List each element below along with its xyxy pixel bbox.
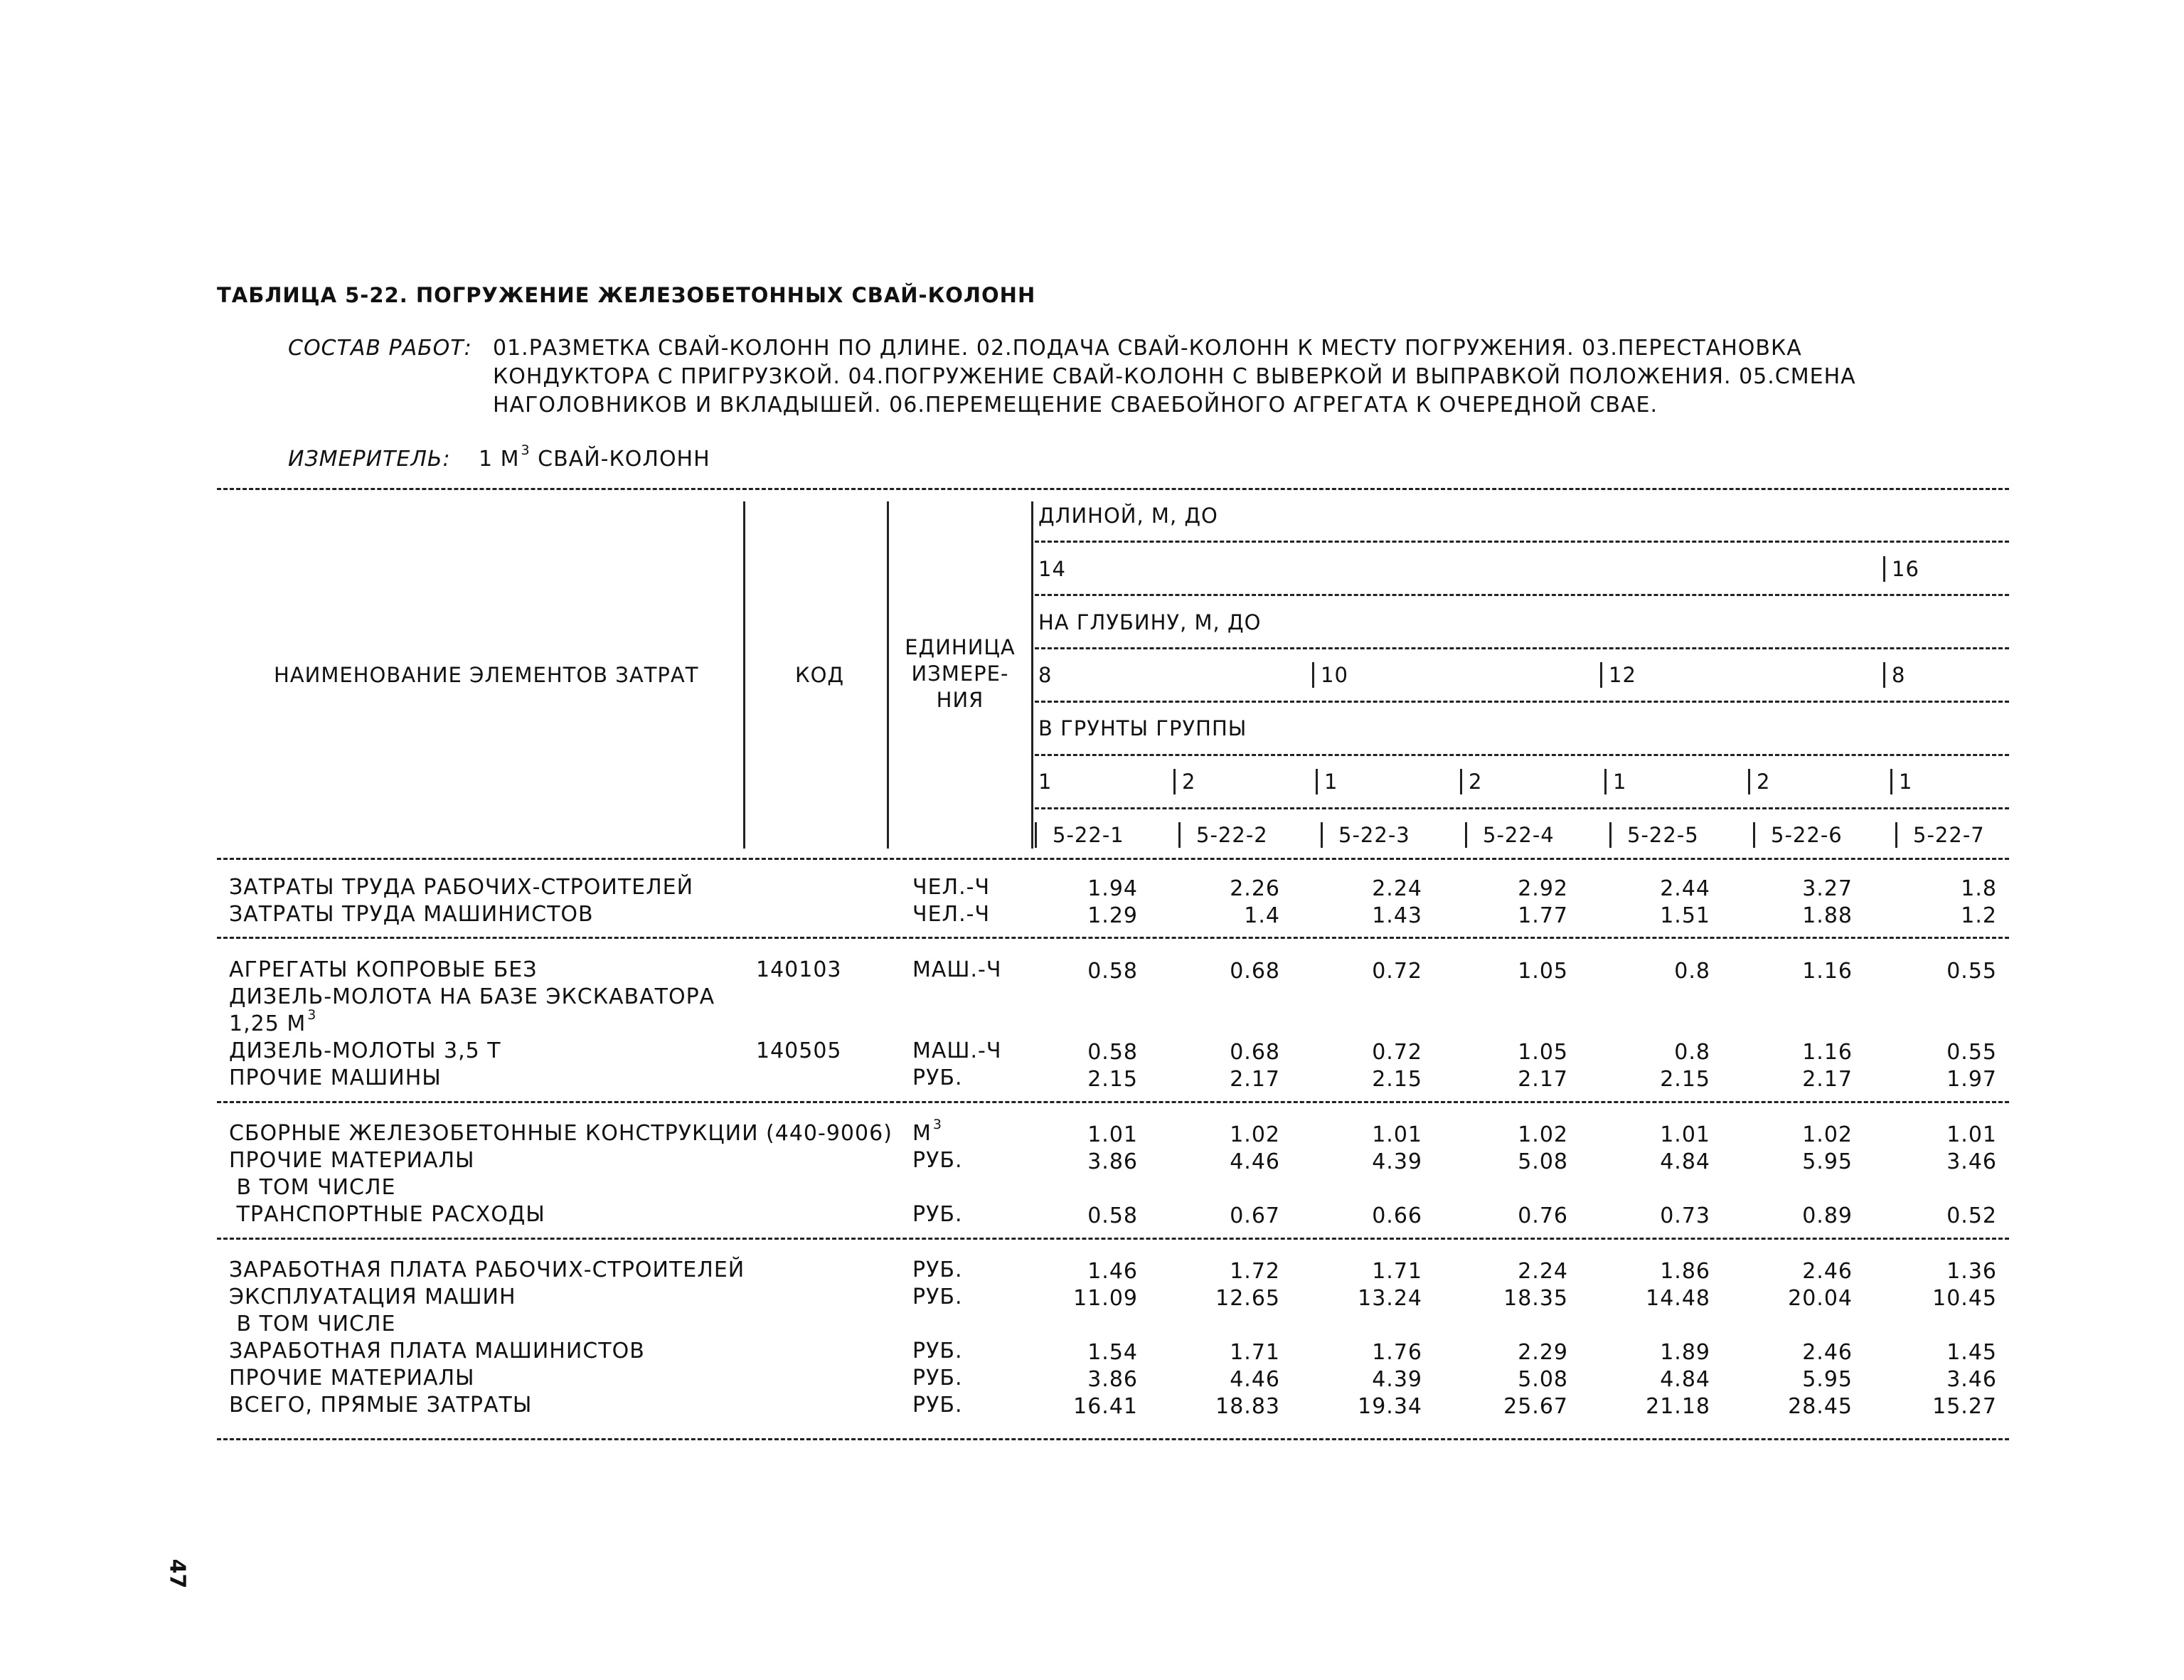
- row-name: [229, 1393, 532, 1418]
- header-code-cell: 5-22-5: [1627, 823, 1699, 847]
- row-value: 1.46: [1087, 1259, 1138, 1284]
- row-value: 20.04: [1788, 1286, 1853, 1311]
- header-code-cell: 5-22-7: [1913, 823, 1985, 847]
- row-value: 1.97: [1946, 1067, 1997, 1092]
- row-value: 28.45: [1788, 1394, 1853, 1419]
- row-name: [229, 1202, 545, 1227]
- row-name: [229, 1007, 317, 1036]
- row-value: 2.17: [1230, 1067, 1280, 1092]
- header-code-bar: [1465, 822, 1467, 848]
- row-unit-text: РУБ.: [912, 1258, 963, 1282]
- row-name-text: ВСЕГО, ПРЯМЫЕ ЗАТРАТЫ: [229, 1393, 533, 1418]
- row-value: 1.01: [1946, 1122, 1997, 1147]
- row-value: 1.2: [1961, 903, 1997, 928]
- row-value: 1.8: [1961, 876, 1997, 901]
- row-value: 2.46: [1802, 1259, 1853, 1284]
- row-value: 3.27: [1802, 876, 1853, 901]
- row-value: 3.86: [1087, 1149, 1138, 1174]
- row-name-text: ЗАРАБОТНАЯ ПЛАТА МАШИНИСТОВ: [229, 1339, 645, 1363]
- row-value: 0.58: [1087, 1203, 1138, 1228]
- row-value: 0.58: [1087, 959, 1138, 984]
- header-rule-5: [1035, 754, 2009, 756]
- row-value: 0.8: [1674, 959, 1710, 984]
- header-group-cell: 2: [1757, 770, 1771, 794]
- row-value: 2.15: [1087, 1067, 1138, 1092]
- row-name: [229, 1366, 475, 1391]
- row-value: 5.95: [1802, 1149, 1853, 1174]
- row-value: 0.8: [1674, 1040, 1710, 1065]
- row-value: 2.15: [1660, 1067, 1710, 1092]
- row-value: 1.16: [1802, 959, 1853, 984]
- row-unit-text: РУБ.: [912, 1366, 963, 1391]
- row-value: 14.48: [1646, 1286, 1710, 1311]
- row-name: [229, 984, 715, 1009]
- row-name: [229, 957, 538, 982]
- row-value: 1.71: [1372, 1259, 1422, 1284]
- row-unit-text: РУБ.: [912, 1065, 963, 1090]
- row-value: 2.15: [1372, 1067, 1422, 1092]
- measure-value: 1 М $^3$ СВАЙ-КОЛОНН: [479, 442, 710, 472]
- row-value: 3.86: [1087, 1367, 1138, 1392]
- row-value: 4.39: [1372, 1149, 1422, 1174]
- header-code-cell: 5-22-1: [1053, 823, 1124, 847]
- header-name: НАИМЕНОВАНИЕ ЭЛЕМЕНТОВ ЗАТРАТ: [274, 663, 699, 687]
- header-group-cell: 1: [1038, 770, 1053, 794]
- row-name-text: ТРАНСПОРТНЫЕ РАСХОДЫ: [229, 1202, 545, 1227]
- row-value: 2.46: [1802, 1340, 1853, 1365]
- row-value: 4.84: [1660, 1149, 1710, 1174]
- header-soil: В ГРУНТЫ ГРУППЫ: [1038, 716, 1247, 740]
- row-value: 4.39: [1372, 1367, 1422, 1392]
- header-code-bar: [1035, 822, 1037, 848]
- header-group-cell: 1: [1324, 770, 1338, 794]
- header-group-cell: 2: [1182, 770, 1196, 794]
- row-unit-text: МАШ.-Ч: [912, 957, 1002, 982]
- row-value: 2.24: [1372, 876, 1422, 901]
- row-name: [229, 1339, 645, 1363]
- header-group-bar: [1316, 769, 1318, 794]
- row-value: 0.72: [1372, 959, 1422, 984]
- header-code-bar: [1609, 822, 1612, 848]
- row-value: 2.44: [1660, 876, 1710, 901]
- row-name-text: ЗАТРАТЫ ТРУДА МАШИНИСТОВ: [229, 902, 594, 927]
- header-group-cell: 1: [1899, 770, 1913, 794]
- row-value: 0.66: [1372, 1203, 1422, 1228]
- row-value: 1.94: [1087, 876, 1138, 901]
- work-line-1: 01.РАЗМЕТКА СВАЙ-КОЛОНН ПО ДЛИНЕ. 02.ПОДАЧА СВАЙ-КОЛОНН К МЕСТУ ПОГРУЖЕНИЯ. 03.ПЕРЕСТАНОВКА: [493, 336, 1802, 361]
- row-value: 11.09: [1073, 1286, 1138, 1311]
- work-line-2: КОНДУКТОРА С ПРИГРУЗКОЙ. 04.ПОГРУЖЕНИЕ СВАЙ-КОЛОНН С ВЫВЕРКОЙ И ВЫПРАВКОЙ ПОЛОЖЕНИЯ. 05.СМЕНА: [493, 364, 1856, 389]
- header-unit-3: НИЯ: [936, 688, 984, 712]
- header-depth-12-bar: [1600, 662, 1602, 688]
- row-value: 3.46: [1946, 1367, 1997, 1392]
- header-group-cell: 1: [1613, 770, 1627, 794]
- row-unit: [912, 902, 990, 927]
- header-unit-1: ЕДИНИЦА: [905, 635, 1016, 659]
- header-depth-8b: 8: [1892, 663, 1906, 687]
- row-name: [229, 1175, 395, 1200]
- header-depth-8b-bar: [1883, 662, 1885, 688]
- header-bottom-rule: [217, 858, 2009, 860]
- row-name: [229, 1285, 516, 1309]
- header-depth: НА ГЛУБИНУ, М, ДО: [1038, 610, 1262, 634]
- header-len-16: 16: [1892, 557, 1919, 581]
- row-value: 1.43: [1372, 903, 1422, 928]
- row-name-text: ДИЗЕЛЬ-МОЛОТА НА БАЗЕ ЭКСКАВАТОРА: [229, 984, 715, 1009]
- row-name-text: ПРОЧИЕ МАТЕРИАЛЫ: [229, 1366, 475, 1391]
- row-value: 1.54: [1087, 1340, 1138, 1365]
- header-rule-6: [1035, 807, 2009, 809]
- row-value: 13.24: [1358, 1286, 1422, 1311]
- row-value: 2.26: [1230, 876, 1280, 901]
- row-unit-text: РУБ.: [912, 1285, 963, 1309]
- row-value: 16.41: [1073, 1394, 1138, 1419]
- header-rule-3: [1035, 647, 2009, 649]
- row-name-text: В ТОМ ЧИСЛЕ: [229, 1312, 396, 1336]
- row-value: 0.68: [1230, 959, 1280, 984]
- header-group-bar: [1173, 769, 1176, 794]
- row-unit: [912, 1258, 963, 1282]
- header-depth-10-bar: [1312, 662, 1314, 688]
- row-name: [229, 902, 594, 927]
- row-value: 1.88: [1802, 903, 1853, 928]
- row-name-text: В ТОМ ЧИСЛЕ: [229, 1175, 396, 1200]
- row-value: 19.34: [1358, 1394, 1422, 1419]
- header-depth-10: 10: [1321, 663, 1348, 687]
- row-value: 2.29: [1518, 1340, 1568, 1365]
- row-name-text: СБОРНЫЕ ЖЕЛЕЗОБЕТОННЫЕ КОНСТРУКЦИИ (440-9006): [229, 1121, 893, 1146]
- header-unit-2: ИЗМЕРЕ-: [911, 661, 1009, 686]
- header-code: КОД: [795, 663, 845, 687]
- row-name: [229, 1121, 893, 1146]
- row-code: 140505: [756, 1038, 842, 1063]
- row-name: [229, 1312, 395, 1336]
- table-title: ТАБЛИЦА 5-22. ПОГРУЖЕНИЕ ЖЕЛЕЗОБЕТОННЫХ СВАЙ-КОЛОНН: [217, 283, 1036, 307]
- row-value: 3.46: [1946, 1149, 1997, 1174]
- row-value: 12.65: [1215, 1286, 1280, 1311]
- row-value: 5.95: [1802, 1367, 1853, 1392]
- row-unit-text: РУБ.: [912, 1148, 963, 1173]
- header-group-bar: [1460, 769, 1462, 794]
- row-unit-text: ЧЕЛ.-Ч: [912, 902, 991, 927]
- header-group-cell: 2: [1469, 770, 1483, 794]
- row-name-text: АГРЕГАТЫ КОПРОВЫЕ БЕЗ: [229, 957, 538, 982]
- row-value: 0.76: [1518, 1203, 1568, 1228]
- row-unit-text: РУБ.: [912, 1393, 963, 1418]
- row-unit-text: М: [912, 1121, 932, 1146]
- row-value: 0.67: [1230, 1203, 1280, 1228]
- row-name-text: ДИЗЕЛЬ-МОЛОТЫ 3,5 Т: [229, 1038, 501, 1063]
- work-line-3: НАГОЛОВНИКОВ И ВКЛАДЫШЕЙ. 06.ПЕРЕМЕЩЕНИЕ СВАЕБОЙНОГО АГРЕГАТА К ОЧЕРЕДНОЙ СВАЕ.: [493, 393, 1658, 418]
- header-rule-2: [1035, 594, 2009, 596]
- header-depth-8a: 8: [1038, 663, 1053, 687]
- row-value: 0.55: [1946, 1040, 1997, 1065]
- row-name-text: 1,25 М: [229, 1011, 307, 1036]
- row-value: 5.08: [1518, 1367, 1568, 1392]
- row-unit: [912, 1117, 942, 1146]
- row-name: [229, 1148, 475, 1173]
- row-name-text: ЗАРАБОТНАЯ ПЛАТА РАБОЧИХ-СТРОИТЕЛЕЙ: [229, 1258, 745, 1282]
- row-value: 1.16: [1802, 1040, 1853, 1065]
- row-value: 1.02: [1518, 1122, 1568, 1147]
- header-code-cell: 5-22-4: [1483, 823, 1555, 847]
- row-unit-text: ЧЕЛ.-Ч: [912, 875, 991, 900]
- row-value: 1.02: [1230, 1122, 1280, 1147]
- row-value: 2.92: [1518, 876, 1568, 901]
- header-code-bar: [1321, 822, 1323, 848]
- row-value: 0.68: [1230, 1040, 1280, 1065]
- page-number: 47: [164, 1558, 190, 1589]
- row-value: 18.35: [1503, 1286, 1568, 1311]
- row-value: 10.45: [1932, 1286, 1997, 1311]
- header-group-bar: [1604, 769, 1607, 794]
- row-value: 2.24: [1518, 1259, 1568, 1284]
- header-code-cell: 5-22-3: [1338, 823, 1410, 847]
- row-value: 1.51: [1660, 903, 1710, 928]
- header-divider-name: [743, 501, 745, 849]
- row-value: 0.89: [1802, 1203, 1853, 1228]
- header-len-16-bar: [1883, 556, 1885, 582]
- header-code-bar: [1753, 822, 1755, 848]
- row-name: [229, 875, 693, 900]
- row-unit-superscript: 3: [932, 1117, 942, 1132]
- row-name: [229, 1065, 442, 1090]
- row-name-text: ЗАТРАТЫ ТРУДА РАБОЧИХ-СТРОИТЕЛЕЙ: [229, 875, 694, 900]
- row-name: [229, 1038, 501, 1063]
- row-value: 4.84: [1660, 1367, 1710, 1392]
- header-length: ДЛИНОЙ, М, ДО: [1038, 504, 1218, 528]
- row-unit: [912, 1339, 963, 1363]
- row-unit: [912, 957, 1001, 982]
- row-value: 25.67: [1503, 1394, 1568, 1419]
- row-value: 1.89: [1660, 1340, 1710, 1365]
- row-unit-text: РУБ.: [912, 1202, 963, 1227]
- row-value: 1.71: [1230, 1340, 1280, 1365]
- row-value: 0.73: [1660, 1203, 1710, 1228]
- row-unit: [912, 1393, 963, 1418]
- row-value: 21.18: [1646, 1394, 1710, 1419]
- row-name-text: ПРОЧИЕ МАТЕРИАЛЫ: [229, 1148, 475, 1173]
- row-value: 1.86: [1660, 1259, 1710, 1284]
- row-unit: [912, 1202, 963, 1227]
- row-group-separator: [217, 937, 2009, 939]
- row-unit-text: МАШ.-Ч: [912, 1038, 1002, 1063]
- row-name-text: ЭКСПЛУАТАЦИЯ МАШИН: [229, 1285, 516, 1309]
- row-value: 1.01: [1660, 1122, 1710, 1147]
- header-group-bar: [1890, 769, 1892, 794]
- row-name: [229, 1258, 745, 1282]
- row-name-text: ПРОЧИЕ МАШИНЫ: [229, 1065, 442, 1090]
- row-value: 4.46: [1230, 1367, 1280, 1392]
- row-unit: [912, 1038, 1001, 1063]
- row-value: 15.27: [1932, 1394, 1997, 1419]
- row-value: 2.17: [1518, 1067, 1568, 1092]
- header-divider-code: [887, 501, 889, 849]
- row-unit: [912, 1366, 963, 1391]
- row-value: 1.29: [1087, 903, 1138, 928]
- row-value: 1.01: [1087, 1122, 1138, 1147]
- header-top-rule: [217, 488, 2009, 490]
- row-group-separator: [217, 1438, 2009, 1440]
- row-value: 1.05: [1518, 959, 1568, 984]
- row-group-separator: [217, 1238, 2009, 1240]
- row-unit: [912, 1065, 963, 1090]
- header-code-bar: [1178, 822, 1181, 848]
- header-depth-12: 12: [1609, 663, 1636, 687]
- row-value: 1.01: [1372, 1122, 1422, 1147]
- row-value: 1.02: [1802, 1122, 1853, 1147]
- work-label: СОСТАВ РАБОТ:: [288, 336, 472, 361]
- row-value: 4.46: [1230, 1149, 1280, 1174]
- header-code-bar: [1895, 822, 1897, 848]
- row-value: 1.45: [1946, 1340, 1997, 1365]
- row-group-separator: [217, 1101, 2009, 1103]
- row-name-superscript: 3: [307, 1007, 317, 1023]
- header-code-cell: 5-22-2: [1196, 823, 1268, 847]
- header-divider-unit: [1031, 501, 1033, 849]
- row-unit: [912, 875, 990, 900]
- row-unit: [912, 1285, 963, 1309]
- row-value: 0.52: [1946, 1203, 1997, 1228]
- header-rule-4: [1035, 701, 2009, 703]
- row-unit: [912, 1148, 963, 1173]
- row-value: 1.4: [1244, 903, 1280, 928]
- header-rule-1: [1035, 541, 2009, 543]
- row-value: 1.77: [1518, 903, 1568, 928]
- row-value: 0.58: [1087, 1040, 1138, 1065]
- header-group-bar: [1748, 769, 1750, 794]
- row-value: 1.76: [1372, 1340, 1422, 1365]
- row-value: 1.36: [1946, 1259, 1997, 1284]
- row-unit-text: РУБ.: [912, 1339, 963, 1363]
- row-value: 1.05: [1518, 1040, 1568, 1065]
- row-value: 0.55: [1946, 959, 1997, 984]
- row-value: 18.83: [1215, 1394, 1280, 1419]
- row-value: 1.72: [1230, 1259, 1280, 1284]
- measure-label: ИЗМЕРИТЕЛЬ:: [288, 447, 451, 472]
- header-len-14: 14: [1038, 557, 1066, 581]
- row-value: 0.72: [1372, 1040, 1422, 1065]
- row-value: 5.08: [1518, 1149, 1568, 1174]
- header-code-cell: 5-22-6: [1771, 823, 1843, 847]
- row-value: 2.17: [1802, 1067, 1853, 1092]
- row-code: 140103: [756, 957, 842, 982]
